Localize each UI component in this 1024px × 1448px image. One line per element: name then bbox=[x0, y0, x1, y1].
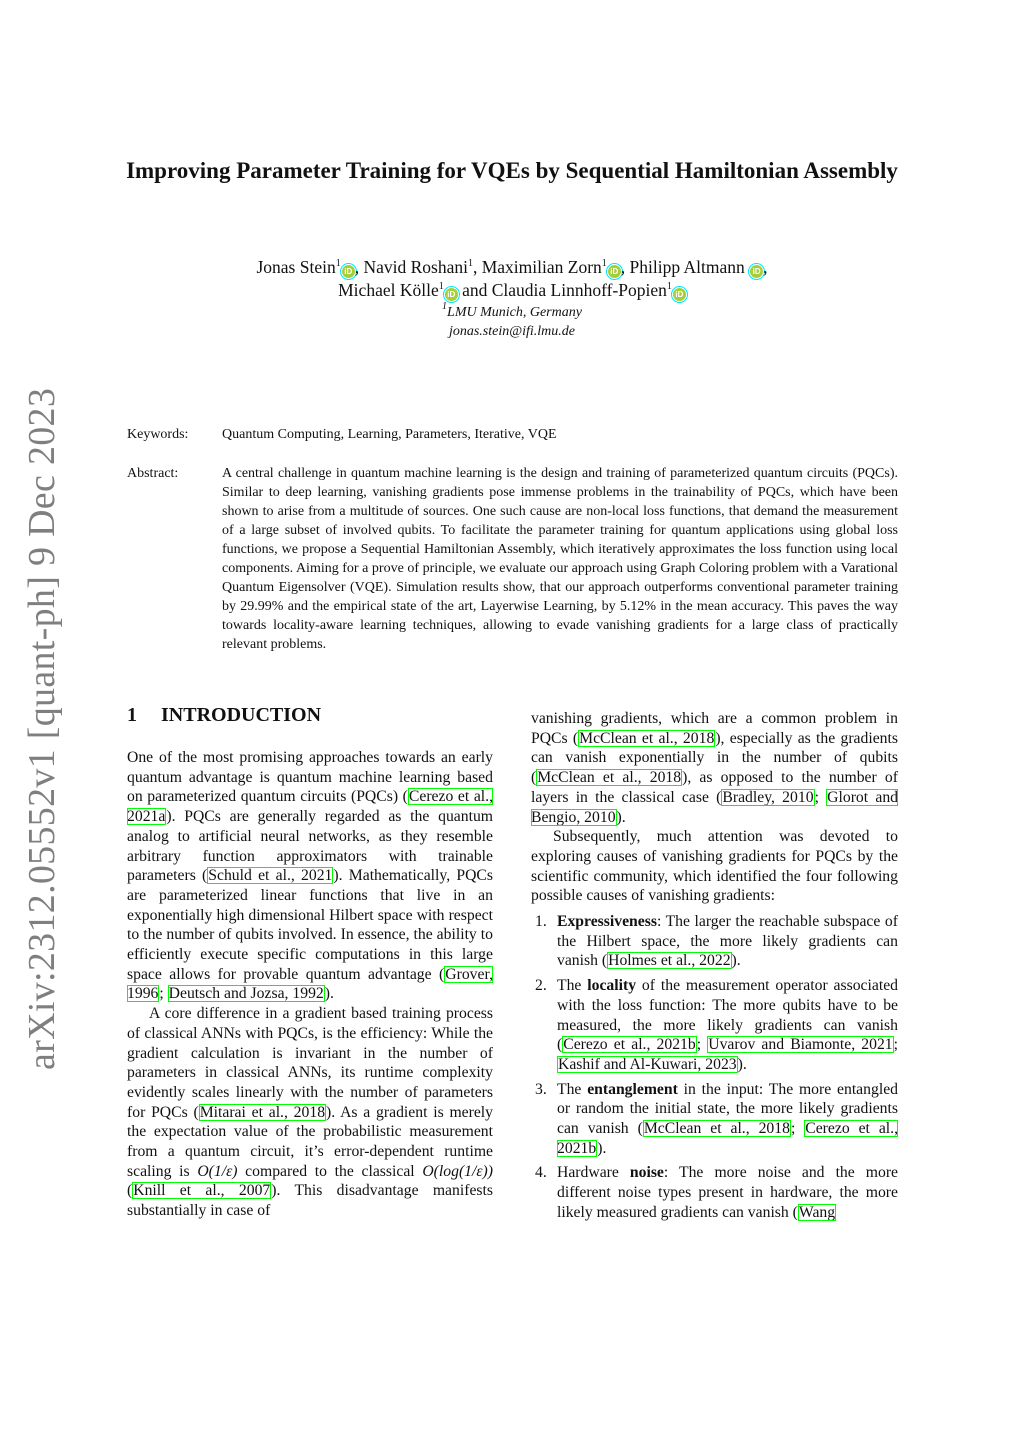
math-expression: O(1/ε) bbox=[197, 1162, 238, 1180]
intro-paragraph: A core difference in a gradient based training process of classical ANNs with PQCs, is the efficiency: While the gradient calculation is invariant in the number of parameters in classical ANNs, its runtime complexity evidently scales linearly with the number of parameters for PQCs (Mitarai et al., 2018). As a gradient is merely the expectation value of the probabilistic measurement from a quantum circuit, it’s error-dependent runtime scaling is O(1/ε) compared to the classical O(log(1/ε)) (Knill et al., 2007). This disadvantage manifests substantially in case of bbox=[127, 1005, 493, 1220]
affiliation-block: $^1$LMU Munich, Germany jonas.stein@ifi.lmu.de bbox=[442, 301, 582, 339]
author-list: Jonas Stein$^1$iD , Navid Roshani$^1$, Maximilian Zorn$^1$iD , Philipp Altmann iD , Michael Kölle$^1$iD and Claudia Linnhoff-Popien$^1$iD bbox=[256, 257, 768, 300]
list-keyword: noise bbox=[629, 1164, 664, 1182]
list-keyword: Expressiveness bbox=[557, 913, 657, 931]
author-name: , Maximilian Zorn bbox=[472, 257, 602, 277]
citation-link[interactable]: Schuld et al., 2021 bbox=[208, 867, 333, 885]
right-column bbox=[531, 709, 898, 1228]
section-number: 1 bbox=[127, 704, 137, 726]
keywords-label: Keywords: bbox=[127, 427, 189, 442]
author-name: Jonas Stein bbox=[256, 257, 336, 277]
list-keyword: locality bbox=[587, 977, 637, 995]
list-number: 3. bbox=[535, 1080, 547, 1098]
orcid-icon[interactable]: iD bbox=[608, 265, 621, 278]
intro-paragraph: Subsequently, much attention was devoted to exploring causes of vanishing gradients for PQCs by the scientific community, which identified the four following possible causes of vanishing gradients: bbox=[531, 828, 898, 905]
section-title: INTRODUCTION bbox=[161, 704, 322, 726]
keywords-text: Quantum Computing, Learning, Parameters, Iterative, VQE bbox=[222, 427, 557, 442]
citation-link[interactable]: Knill et al., 2007 bbox=[133, 1182, 271, 1200]
citation-link[interactable]: Kashif and Al-Kuwari, 2023 bbox=[558, 1055, 737, 1073]
orcid-icon[interactable]: iD bbox=[673, 288, 686, 301]
list-number: 1. bbox=[535, 913, 547, 931]
citation-link[interactable]: Grover, 1996 bbox=[127, 965, 493, 1003]
list-item: 3. The entanglement in the input: The more entangled or random the initial state, the more likely gradients can vanish (McClean et al., 2018; Cerezo et al., 2021b). bbox=[535, 1080, 899, 1157]
orcid-icon[interactable]: iD bbox=[342, 265, 355, 278]
citation-link[interactable]: Cerezo et al., 2021b bbox=[563, 1036, 696, 1054]
intro-paragraph: vanishing gradients, which are a common problem in PQCs (McClean et al., 2018), especially as the gradients can vanish exponentially in the number of qubits (McClean et al., 2018), as opposed to the number of layers in the classical case (Bradley, 2010; Glorot and Bengio, 2010). bbox=[531, 710, 899, 826]
affiliation: LMU Munich, Germany bbox=[447, 305, 582, 320]
section-heading bbox=[127, 704, 321, 727]
citation-link[interactable]: Wang bbox=[798, 1203, 836, 1221]
intro-paragraph: One of the most promising approaches towards an early quantum advantage is quantum machine learning based on parameterized quantum circuits (PQCs) (Cerezo et al., 2021a). PQCs are generally regarded as the quantum analog to artificial neural networks, as they resemble arbitrary function approximators with trainable parameters (Schuld et al., 2021). Mathematically, PQCs are parameterized linear functions that live in an exponentially high dimensional Hilbert space with respect to the number of qubits involved. In essence, the ability to efficiently execute specific computations in this large space allows for provable quantum advantage (Grover, 1996; Deutsch and Jozsa, 1992). bbox=[127, 749, 493, 1003]
author-name: , Navid Roshani bbox=[354, 257, 468, 277]
left-column bbox=[127, 748, 493, 1221]
abstract-text: A central challenge in quantum machine learning is the design and training of parameterized quantum circuits (PQCs). Similar to deep learning, vanishing gradients pose immense problems in the trainability of PQCs, which have been shown to arise from a multitude of sources. One such cause are non-local loss functions, that demand the measurement of a large subset of involved qubits. To facilitate the parameter training for quantum applications using global loss functions, we propose a Sequential Hamiltonian Assembly, which iteratively approximates the loss function using local components. Aiming for a prove of principle, we evaluate our approach using Graph Coloring problem with a Varational Quantum Eigensolver (VQE). Simulation results show, that our approach outperforms conventional parameter training by 29.99% and the empirical state of the art, Layerwise Learning, by 5.12% in the mean accuracy. This paves the way towards locality-aware learning techniques, allowing to evade vanishing gradients for a large class of practically relevant problems. bbox=[222, 466, 898, 652]
citation-link[interactable]: Cerezo et al., 2021a bbox=[127, 788, 493, 826]
causes-list bbox=[531, 912, 898, 1223]
list-number: 4. bbox=[535, 1164, 547, 1182]
citation-link[interactable]: Bradley, 2010 bbox=[722, 788, 814, 806]
list-number: 2. bbox=[535, 977, 547, 995]
author-name: and Claudia Linnhoff-Popien bbox=[457, 280, 667, 300]
list-item: 1. Expressiveness: The larger the reachable subspace of the Hilbert space, the more likely gradients can vanish (Holmes et al., 2022). bbox=[535, 913, 898, 970]
author-name: , Philipp Altmann bbox=[620, 257, 745, 277]
citation-link[interactable]: Deutsch and Jozsa, 1992 bbox=[168, 985, 324, 1003]
citation-link[interactable]: Cerezo et al., 2021b bbox=[557, 1120, 899, 1157]
list-item: 2. The locality of the measurement operator associated with the loss function: The more qubits have to be measured, the more likely gradients can vanish (Cerezo et al., 2021b; Uvarov and Biamonte, 2021; Kashif and Al-Kuwari, 2023). bbox=[535, 977, 899, 1073]
citation-link[interactable]: Mitarai et al., 2018 bbox=[199, 1103, 326, 1121]
list-item: 4. Hardware noise: The more noise and the more different noise types present in hardware, the more likely measured gradients can vanish (Wang bbox=[535, 1164, 899, 1221]
citation-link[interactable]: McClean et al., 2018 bbox=[537, 769, 682, 787]
paper-title: Improving Parameter Training for VQEs by Sequential Hamiltonian Assembly bbox=[126, 158, 898, 183]
orcid-icon[interactable]: iD bbox=[750, 265, 763, 278]
citation-link[interactable]: Uvarov and Biamonte, 2021 bbox=[708, 1036, 893, 1054]
citation-link[interactable]: McClean et al., 2018 bbox=[579, 729, 715, 747]
contact-email[interactable]: jonas.stein@ifi.lmu.de bbox=[448, 324, 576, 339]
citation-link[interactable]: Glorot and Bengio, 2010 bbox=[531, 788, 899, 826]
author-name: Michael Kölle bbox=[338, 280, 439, 300]
abstract-label: Abstract: bbox=[127, 466, 179, 481]
citation-link[interactable]: McClean et al., 2018 bbox=[643, 1120, 790, 1138]
arxiv-identifier: arXiv:2312.05552v1 [quant-ph] 9 Dec 2023 bbox=[21, 387, 63, 1070]
math-expression: O(log(1/ε)) bbox=[422, 1162, 493, 1180]
orcid-icon[interactable]: iD bbox=[445, 288, 458, 301]
list-keyword: entanglement bbox=[587, 1080, 678, 1098]
citation-link[interactable]: Holmes et al., 2022 bbox=[608, 952, 731, 970]
